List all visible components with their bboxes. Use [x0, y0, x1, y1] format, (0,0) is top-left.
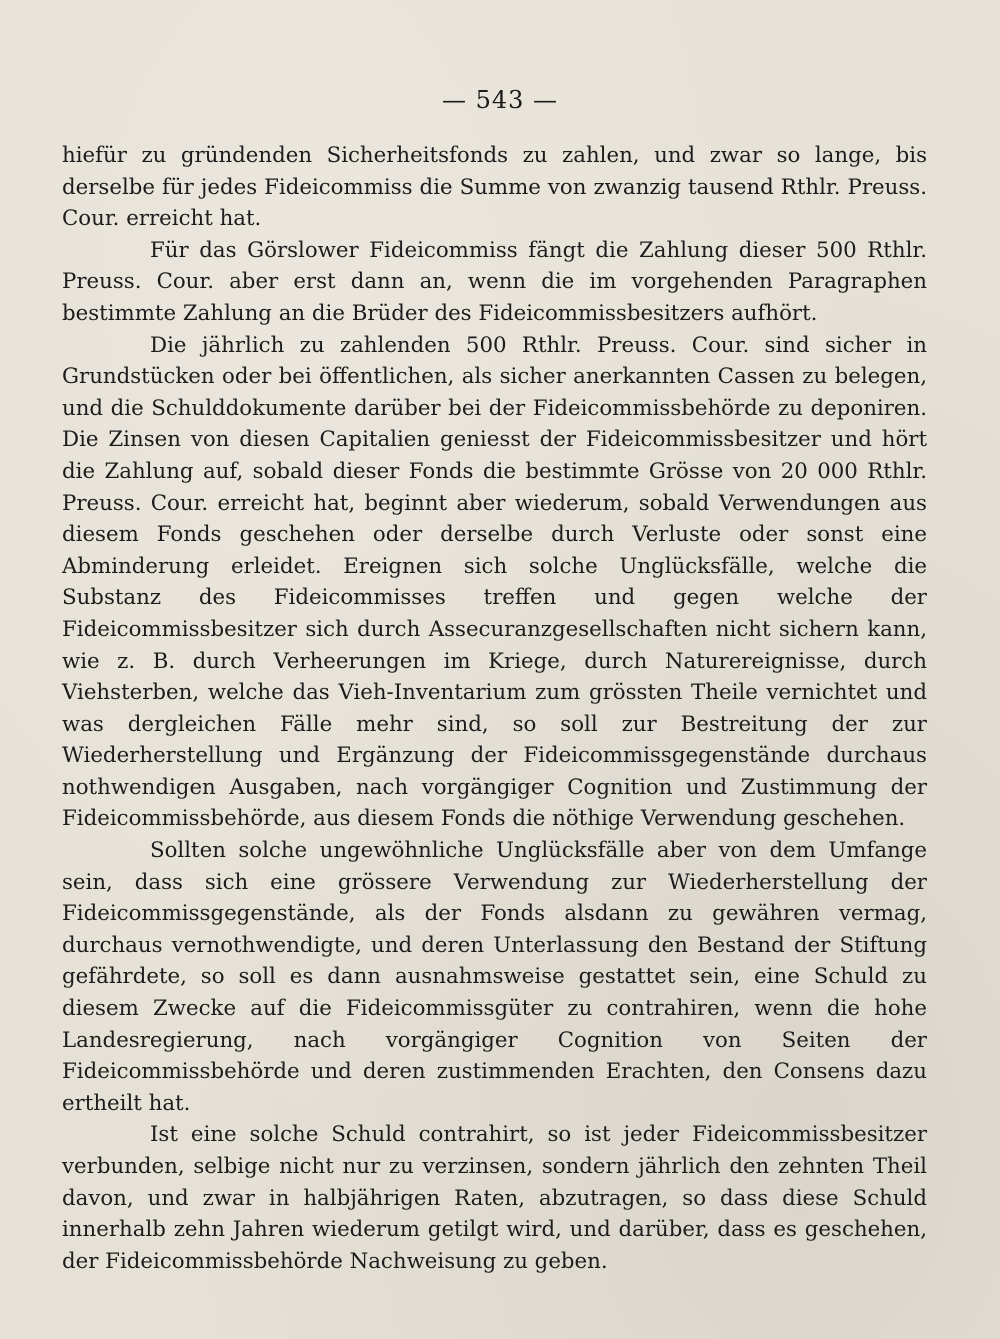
paragraph-4: Sollten solche ungewöhnliche Unglücksfälle aber von dem Umfange sein, dass sich eine grössere Verwendung zur Wiederherstellung der Fideicommissgegenstände, als der Fonds alsdann zu gewähren vermag, durchaus vernothwendigte, und deren Unterlassung den Bestand der Stiftung gefährdete, so soll es dann ausnahmsweise gestattet sein, eine Schuld zu diesem Zwecke auf die Fideicommissgüter zu contrahiren, wenn die hohe Landesregierung, nach vorgängiger Cognition von Seiten der Fideicommissbehörde und deren zustimmenden Erachten, den Consens dazu ertheilt hat. — [62, 838, 927, 1116]
paragraph-3: Die jährlich zu zahlenden 500 Rthlr. Preuss. Cour. sind sicher in Grundstücken oder bei öffentlichen, als sicher anerkannten Cassen zu belegen, und die Schulddokumente darüber bei der Fideicommissbehörde zu deponiren. Die Zinsen von diesen Capitalien geniesst der Fideicommissbesitzer und hört die Zahlung auf, sobald dieser Fonds die bestimmte Grösse von 20 000 Rthlr. Preuss. Cour. erreicht hat, beginnt aber wiederum, sobald Verwendungen aus diesem Fonds geschehen oder derselbe durch Verluste oder sonst eine Abminderung erleidet. Ereignen sich solche Unglücksfälle, welche die Substanz des Fideicommisses treffen und gegen welche der Fideicommissbesitzer sich durch Assecuranzgesellschaften nicht sichern kann, wie z. B. durch Verheerungen im Kriege, durch Naturereignisse, durch Viehsterben, welche das Vieh-Inventarium zum grössten Theile vernichtet und was dergleichen Fälle mehr sind, so soll zur Bestreitung der zur Wiederherstellung und Ergänzung der Fideicommissgegenstände durchaus nothwendigen Ausgaben, nach vorgängiger Cognition und Zustimmung der Fideicommissbehörde, aus diesem Fonds die nöthige Verwendung geschehen. — [62, 332, 927, 832]
paragraph-2: Für das Görslower Fideicommiss fängt die Zahlung dieser 500 Rthlr. Preuss. Cour. aber erst dann an, wenn die im vorgehenden Paragraphen bestimmte Zahlung an die Brüder des Fideicommissbesitzers aufhört. — [62, 237, 927, 326]
page-number: — 543 — — [441, 86, 559, 114]
paragraph-5: Ist eine solche Schuld contrahirt, so ist jeder Fideicommissbesitzer verbunden, selbige nicht nur zu verzinsen, sondern jährlich den zehnten Theil davon, und zwar in halbjährigen Raten, abzutragen, so dass diese Schuld innerhalb zehn Jahren wiederum getilgt wird, und darüber, dass es geschehen, der Fideicommissbehörde Nachweisung zu geben. — [62, 1122, 927, 1274]
body-text — [62, 140, 927, 1277]
paragraph-1: hiefür zu gründenden Sicherheitsfonds zu zahlen, und zwar so lange, bis derselbe für jedes Fideicommiss die Summe von zwanzig tausend Rthlr. Preuss. Cour. erreicht hat. — [62, 143, 927, 232]
